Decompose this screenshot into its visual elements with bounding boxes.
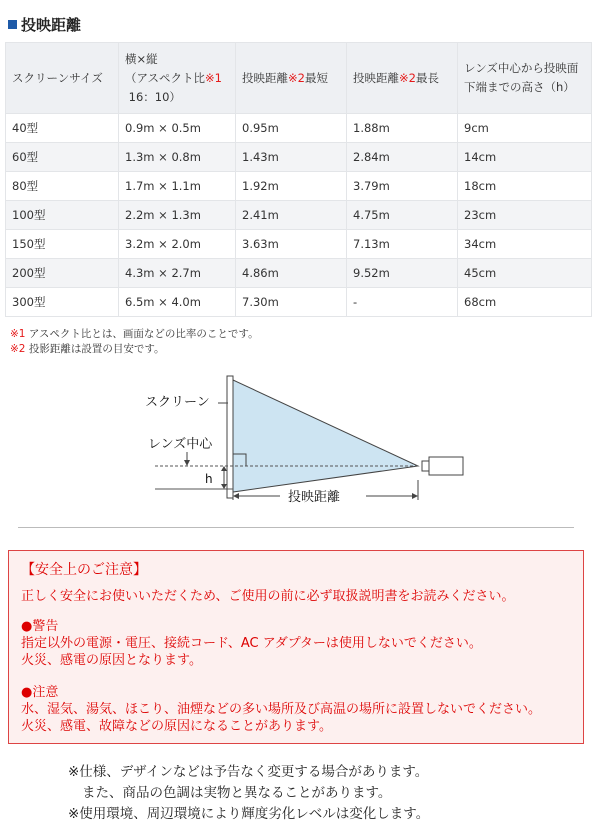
table-row [6, 114, 592, 143]
note-aspect-ratio: ※1 アスペクト比とは、画面などの比率のことです。 [10, 328, 259, 340]
footer-line-brightness: ※使用環境、周辺環境により輝度劣化レベルは変化します。 [68, 806, 430, 822]
cell-max: 4.75m [347, 201, 458, 230]
cell-min: 1.43m [236, 143, 347, 172]
projection-distance-table [5, 42, 592, 317]
cell-max: 9.52m [347, 259, 458, 288]
cell-size: 200型 [6, 259, 119, 288]
h-label: h [205, 472, 213, 486]
cell-min: 0.95m [236, 114, 347, 143]
cell-size: 60型 [6, 143, 119, 172]
cell-min: 1.92m [236, 172, 347, 201]
header-min-distance: 投映距離※2最短 [236, 43, 347, 114]
cell-size: 100型 [6, 201, 119, 230]
projection-diagram [140, 370, 480, 510]
cell-dims: 1.3m × 0.8m [119, 143, 236, 172]
cell-max: 7.13m [347, 230, 458, 259]
cell-dims: 1.7m × 1.1m [119, 172, 236, 201]
table-row [6, 143, 592, 172]
section-title-text: 投映距離 [21, 16, 82, 34]
table-row [6, 230, 592, 259]
lens-center-label: レンズ中心 [148, 437, 213, 452]
section-title [8, 14, 81, 35]
cell-size: 300型 [6, 288, 119, 317]
cell-dims: 2.2m × 1.3m [119, 201, 236, 230]
distance-label: 投映距離 [288, 490, 341, 505]
divider [18, 527, 574, 528]
screen-shape [227, 376, 233, 498]
distance-arrowhead-left [233, 493, 239, 499]
cell-dims: 3.2m × 2.0m [119, 230, 236, 259]
footer-line-color: また、商品の色調は実物と異なることがあります。 [82, 785, 392, 801]
projector-body-icon [429, 457, 463, 475]
caution-heading: ●注意 [21, 685, 59, 700]
safety-caution-box [8, 550, 584, 744]
caution-body: 水、湿気、湯気、ほこり、油煙などの多い場所及び高温の場所に設置しないでください。 火災、感電、故障などの原因になることがあります。 [21, 702, 542, 734]
header-lens-height: レンズ中心から投映面 下端までの高さ（h） [458, 43, 592, 114]
h-arrow-down [221, 484, 227, 489]
cell-min: 7.30m [236, 288, 347, 317]
cell-height: 68cm [458, 288, 592, 317]
footer-notes [68, 762, 429, 825]
warning-body: 指定以外の電源・電圧、接続コード、AC アダプターは使用しないでください。 火災、感電の原因となります。 [21, 636, 482, 668]
table-notes [10, 327, 259, 357]
caution-intro: 正しく安全にお使いいただくため、ご使用の前に必ず取扱説明書をお読みください。 [21, 589, 515, 604]
cell-height: 14cm [458, 143, 592, 172]
header-screen-size: スクリーンサイズ [6, 43, 119, 114]
cell-size: 150型 [6, 230, 119, 259]
cell-max: 1.88m [347, 114, 458, 143]
table-header-row [6, 43, 592, 114]
cell-dims: 0.9m × 0.5m [119, 114, 236, 143]
footer-line-spec: ※仕様、デザインなどは予告なく変更する場合があります。 [68, 764, 429, 780]
cell-dims: 6.5m × 4.0m [119, 288, 236, 317]
screen-label: スクリーン [145, 395, 210, 410]
header-max-distance: 投映距離※2最長 [347, 43, 458, 114]
projector-lens-icon [422, 461, 429, 471]
warning-heading: ●警告 [21, 619, 59, 634]
cell-max: 3.79m [347, 172, 458, 201]
lens-label-arrowhead [184, 460, 190, 466]
cell-min: 4.86m [236, 259, 347, 288]
projection-beam [233, 380, 418, 492]
cell-height: 34cm [458, 230, 592, 259]
table-row [6, 201, 592, 230]
header-dimensions: 横×縦 （アスペクト比※1 16：10） [119, 43, 236, 114]
cell-height: 9cm [458, 114, 592, 143]
table-row [6, 259, 592, 288]
cell-min: 2.41m [236, 201, 347, 230]
cell-min: 3.63m [236, 230, 347, 259]
note-projection-distance: ※2 投影距離は設置の目安です。 [10, 343, 165, 355]
cell-size: 80型 [6, 172, 119, 201]
cell-height: 18cm [458, 172, 592, 201]
caution-title: 【安全上のご注意】 [21, 562, 147, 578]
cell-dims: 4.3m × 2.7m [119, 259, 236, 288]
h-arrow-up [221, 466, 227, 471]
cell-max: 2.84m [347, 143, 458, 172]
table-row [6, 288, 592, 317]
distance-arrowhead-right [412, 493, 418, 499]
cell-max: - [347, 288, 458, 317]
cell-size: 40型 [6, 114, 119, 143]
square-bullet-icon [8, 20, 17, 29]
table-row [6, 172, 592, 201]
cell-height: 23cm [458, 201, 592, 230]
cell-height: 45cm [458, 259, 592, 288]
